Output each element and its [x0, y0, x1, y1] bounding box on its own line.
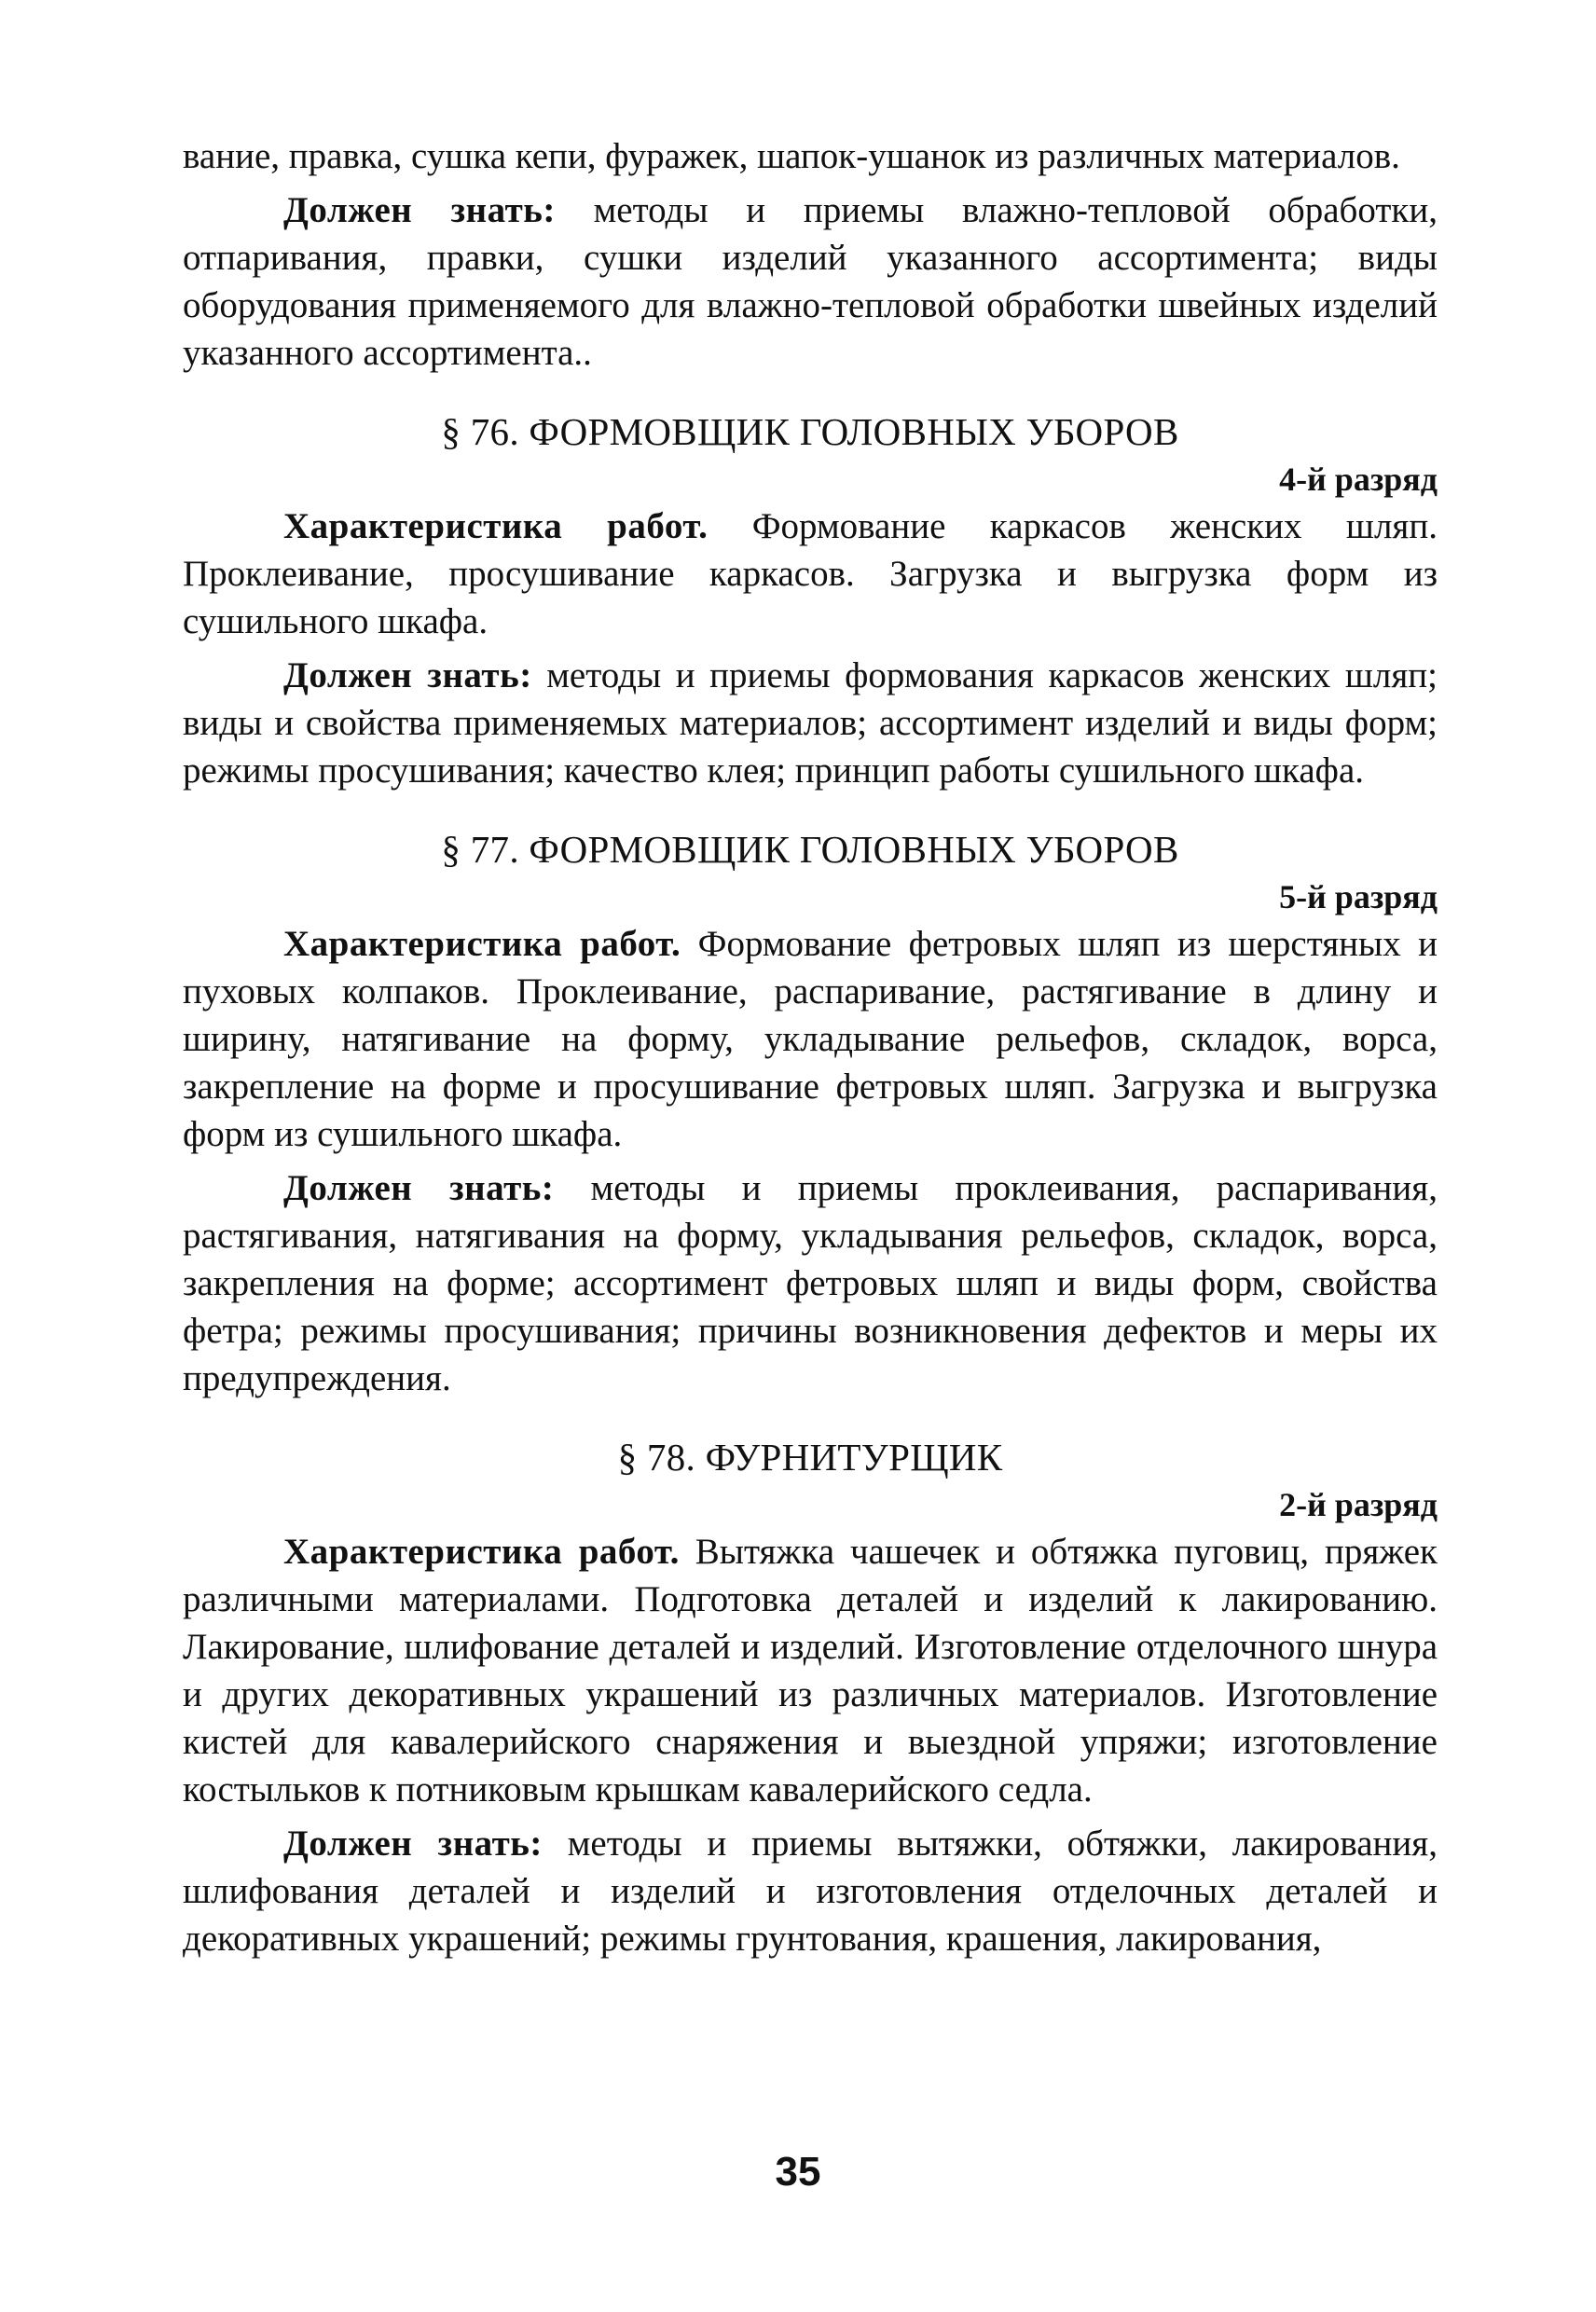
intro-paragraph-continuation: вание, правка, сушка кепи, фуражек, шапок-ушанок из различных материалов.	[183, 136, 1400, 176]
work-characteristics-lead: Характеристика работ.	[283, 506, 709, 546]
must-know-paragraph	[183, 1164, 1438, 1402]
page-number: 35	[775, 2149, 821, 2195]
must-know-lead: Должен знать:	[283, 1823, 543, 1864]
work-characteristics-paragraph	[183, 1528, 1438, 1813]
must-know-text: методы и приемы влажно-тепловой обработки, отпаривания, правки, сушки изделий указанного ассортимента; виды оборудования применяемого для влажно-тепловой обработки швейных изделий указанного ассортимента..	[183, 190, 1438, 373]
section-title: § 76. ФОРМОВЩИК ГОЛОВНЫХ УБОРОВ	[441, 410, 1179, 453]
must-know-paragraph	[183, 1820, 1438, 1962]
work-characteristics-lead: Характеристика работ.	[283, 924, 681, 964]
must-know-lead: Должен знать:	[283, 1168, 555, 1208]
must-know-lead: Должен знать:	[283, 655, 532, 695]
work-characteristics-text: Вытяжка чашечек и обтяжка пуговиц, пряжек различными материалами. Подготовка деталей и изделий к лакированию. Лакирование, шлифование деталей и изделий. Изготовление отделочного шнура и других декоративных украшений из различных материалов. Изготовление кистей для кавалерийского снаряжения и выездной упряжи; изготовление костыльков к потниковым крышкам кавалерийского седла.	[183, 1532, 1438, 1810]
must-know-paragraph	[183, 652, 1438, 794]
work-characteristics-paragraph	[183, 502, 1438, 645]
section-78	[183, 1433, 1438, 1962]
work-characteristics-paragraph	[183, 920, 1438, 1158]
must-know-text: методы и приемы формования каркасов женских шляп; виды и свойства применяемых материалов; ассортимент изделий и виды форм; режимы просушивания; качество клея; принцип работы сушильного шкафа.	[183, 655, 1438, 791]
must-know-text: методы и приемы проклеивания, распаривания, растягивания, натягивания на форму, укладывания рельефов, складок, ворса, закрепления на форме; ассортимент фетровых шляп и виды форм, свойства фетра; режимы просушивания; причины возникновения дефектов и меры их предупреждения.	[183, 1168, 1438, 1398]
work-characteristics-text: Формование каркасов женских шляп. Проклеивание, просушивание каркасов. Загрузка и выгрузка форм из сушильного шкафа.	[183, 506, 1438, 641]
section-77	[183, 825, 1438, 1402]
work-characteristics-lead: Характеристика работ.	[283, 1532, 680, 1572]
page-content	[183, 132, 1438, 1962]
intro-must-know-paragraph	[183, 186, 1438, 377]
rank-label: 5-й разряд	[1279, 878, 1438, 915]
rank-label: 4-й разряд	[1279, 461, 1438, 498]
work-characteristics-text: Формование фетровых шляп из шерстяных и пуховых колпаков. Проклеивание, распаривание, растягивание в длину и ширину, натягивание на форму, укладывание рельефов, складок, ворса, закрепление на форме и просушивание фетровых шляп. Загрузка и выгрузка форм из сушильного шкафа.	[183, 924, 1438, 1154]
must-know-text: методы и приемы вытяжки, обтяжки, лакирования, шлифования деталей и изделий и изготовления отделочных деталей и декоративных украшений; режимы грунтования, крашения, лакирования,	[183, 1823, 1438, 1959]
rank-label: 2-й разряд	[1279, 1486, 1438, 1523]
must-know-lead: Должен знать:	[283, 190, 556, 230]
section-title: § 77. ФОРМОВЩИК ГОЛОВНЫХ УБОРОВ	[441, 828, 1179, 871]
section-76	[183, 407, 1438, 794]
section-title: § 78. ФУРНИТУРЩИК	[617, 1436, 1003, 1479]
